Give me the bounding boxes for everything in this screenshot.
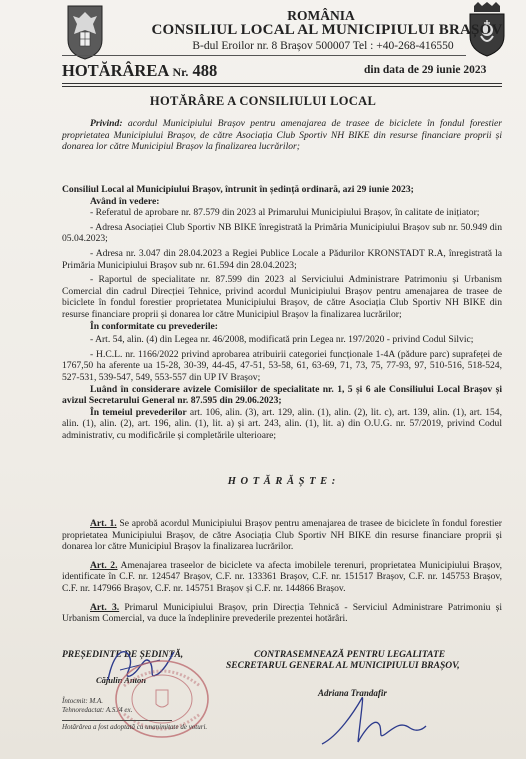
header-divider xyxy=(62,55,466,56)
avand-item: - Adresa Asociației Club Sportiv NB BIKE înregistrată la Primăria Municipiului Brașov sub nr. 50.949 din 05.04.2023; xyxy=(62,221,502,245)
council-address: B-dul Eroilor nr. 8 Brașov 500007 Tel : +40-268-416550 xyxy=(192,40,454,52)
temei-label: În temeiul prevederilor xyxy=(90,406,187,418)
hotaraste-heading: H O T Ă R Ă Ș T E : xyxy=(227,476,337,487)
president-title: PREȘEDINTE DE ȘEDINȚĂ, xyxy=(62,650,184,660)
decision-date: din data de 29 iunie 2023 xyxy=(364,64,487,76)
article-3 xyxy=(62,602,502,625)
considerations-section xyxy=(62,184,502,441)
conformitate-label: În conformitate cu prevederile: xyxy=(90,320,218,332)
footer-rule xyxy=(62,720,172,721)
avand-item: - Adresa nr. 3.047 din 28.04.2023 a Regiei Publice Locale a Pădurilor KRONSTADT R.A, înregistrată la Primăria Municipiului Brașov sub nr. 61.594 din 28.04.2023; xyxy=(62,247,502,271)
voted-note: Hotărârea a fost adoptată cu unanimitate de voturi. xyxy=(62,723,208,731)
article-label: Art. 1. xyxy=(90,518,117,529)
decision-nr-label: Nr. xyxy=(172,65,189,79)
article-label: Art. 3. xyxy=(90,601,120,613)
decision-number-value: 488 xyxy=(192,61,218,80)
intocmit-note: Întocmit: M.A. xyxy=(62,697,104,705)
double-rule-top xyxy=(62,83,502,84)
privind-text: acordul Municipiului Brașov pentru amenajarea de trasee de biciclete în fondul forestier proprietatea Municipiului Brașov, de către Asociația Club Sportiv NH BIKE din resurse financiare proprii și donarea lor către Municipiul Brașov la finalizarea lucrărilor; xyxy=(62,118,502,153)
decision-label: HOTĂRÂREA xyxy=(62,61,169,80)
avand-label: Având în vedere: xyxy=(90,195,160,207)
privind-label: Privind: xyxy=(90,118,123,129)
president-name: Căjulin Anton xyxy=(96,675,147,685)
article-2 xyxy=(62,560,502,595)
avand-item: - Raportul de specialitate nr. 87.599 din 2023 al Serviciului Administrare Patrimoniu și Urbanism Comercial din cadrul Direcției Tehnice, privind acordul Municipiului Brașov pentru amenajarea de trasee de biciclete în fondul forestier proprietatea Municipiului Brașov, de către Asociația Club Sportiv NH BIKE din resurse financiare proprii și donarea lor către Municipiul Brașov la finalizarea lucrărilor; xyxy=(62,274,502,320)
council-name: CONSILIUL LOCAL AL MUNICIPIULUI BRAȘOV xyxy=(151,22,503,38)
intro-text: Consiliul Local al Municipiului Brașov, întrunit în ședință ordinară, azi 29 iunie 2023; xyxy=(62,184,414,195)
temei-text: art. 106, alin. (3), art. 129, alin. (1), alin. (2), lit. c), art. 139, alin. (1), art. 154, alin. (1), alin. (2), art. 196, alin. (1), lit. a) și art. 243, alin. (1), lit. a) din O.U.G. nr. 57/2019, privind Codul administrativ, cu modificările și completările ulterioare; xyxy=(62,406,502,441)
countersign-line1: CONTRASEMNEAZĂ PENTRU LEGALITATE xyxy=(254,650,446,660)
countersign-line2: SECRETARUL GENERAL AL MUNICIPIULUI BRAȘOV, xyxy=(226,661,460,671)
avize-text: Luând în considerare avizele Comisiilor de specialitate nr. 1, 5 și 6 ale Consiliului Local Brașov și avizul Secretarului General nr. 87.595 din 29.06.2023; xyxy=(62,383,502,407)
avand-item: - Referatul de aprobare nr. 87.579 din 2023 al Primarului Municipiului Brașov, în calitate de inițiator; xyxy=(90,207,480,219)
double-rule-bottom xyxy=(62,86,502,87)
conformitate-item: - Art. 54, alin. (4) din Legea nr. 46/2008, modificată prin Legea nr. 197/2020 - privind Codul Silvic; xyxy=(90,334,474,346)
article-text: Amenajarea traseelor de biciclete va afecta imobilele terenuri, proprietatea Municipiului Brașov, identificate în C.F. nr. 124547 Brașov, C.F. nr. 133361 Brașov, C.F. nr. 151517 Brașov, C.F. nr. 145753 Brașov, C.F. nr. 147966 Brașov, C.F. nr. 145751 Brașov și C.F. nr. 144866 Brașov. xyxy=(62,559,503,594)
article-text: Se aprobă acordul Municipiului Brașov pentru amenajarea de trasee de biciclete în fondul forestier proprietatea Municipiului Brașov, de către Asociația Club Sportiv NH BIKE din resurse financiare proprii și donarea lor către Municipiul Brașov la finalizarea lucrărilor. xyxy=(62,518,502,553)
conformitate-item: - H.C.L. nr. 1166/2022 privind aprobarea atribuirii categoriei funcționale 1-4A (pădure parc) suprafeței de 1767,50 ha aferente ua 15-28, 30-39, 44-45, 47-51, 53-58, 61, 63-69, 71, 73, 75, 77-93, 97, 510-516, 518-524, 527-531, 539-547, 549, 553-557 din UP IV Brașov; xyxy=(62,348,502,383)
articles-section xyxy=(62,518,502,625)
secretary-signature-icon xyxy=(318,692,428,752)
secretary-name: Adriana Trandafir xyxy=(318,688,387,698)
article-text: Primarul Municipiului Brașov, prin Direcția Tehnică - Serviciul Administrare Patrimoniu și Urbanism Comercial, va duce la îndeplinire prevederile prezentei hotărâri. xyxy=(62,601,502,625)
document-title: HOTĂRÂRE A CONSILIULUI LOCAL xyxy=(149,94,377,108)
tehnoredactat-note: Tehnoredactat: A.S./4 ex. xyxy=(62,706,133,714)
privind-section xyxy=(62,118,502,153)
article-label: Art. 2. xyxy=(90,559,118,571)
decision-number xyxy=(62,61,217,81)
article-1 xyxy=(62,518,502,553)
country-name: ROMÂNIA xyxy=(287,8,355,23)
